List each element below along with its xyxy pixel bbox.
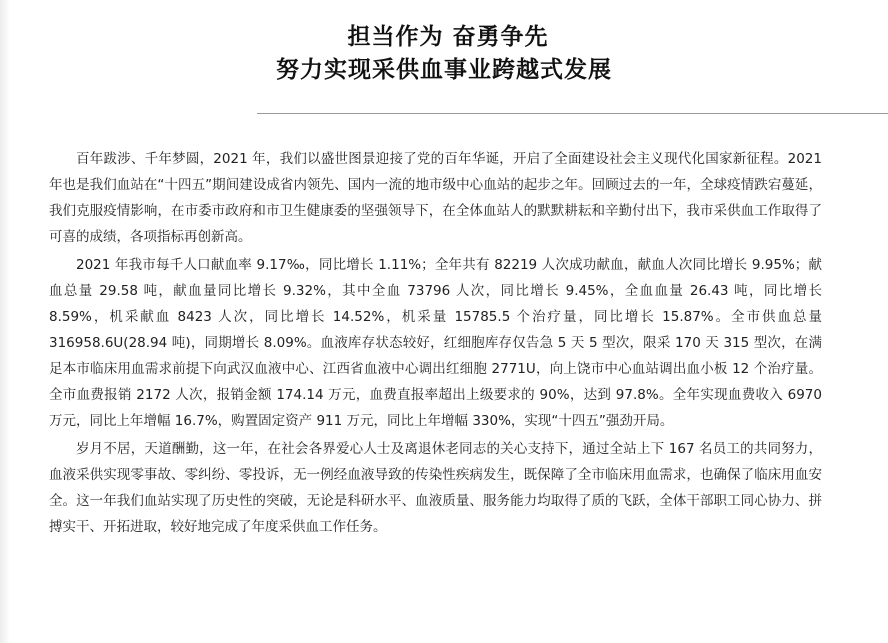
paragraph-1: 百年跋涉、千年梦圆，2021 年，我们以盛世图景迎接了党的百年华诞，开启了全面建设社会主义现代化国家新征程。2021 年也是我们血站在“十四五”期间建设成省内领先、国内一流的地市级中心血站的起步之年。回顾过去的一年，全球疫情跌宕蔓延，我们克服疫情影响，在市委市政府和市卫生健康委的坚强领导下，在全体血站人的默默耕耘和辛勤付出下，我市采供血工作取得了可喜的成绩，各项指标再创新高。 [49, 151, 822, 245]
title-divider [257, 113, 888, 114]
article-body [49, 146, 822, 542]
paragraph-3: 岁月不居，天道酬勤，这一年，在社会各界爱心人士及离退休老同志的关心支持下，通过全站上下 167 名员工的共同努力，血液采供实现零事故、零纠纷、零投诉，无一例经血液导致的传染性疾病发生，既保障了全市临床用血需求，也确保了临床用血安全。这一年我们血站实现了历史性的突破，无论是科研水平、血液质量、服务能力均取得了质的飞跃，全体干部职工同心协力、拼搏实干、开拓进取，较好地完成了年度采供血工作任务。 [49, 441, 822, 535]
title-line-1: 担当作为 奋勇争先 [347, 23, 549, 50]
page-edge-shade [0, 0, 10, 643]
paragraph-2: 2021 年我市每千人口献血率 9.17‰，同比增长 1.11%；全年共有 82219 人次成功献血，献血人次同比增长 9.95%；献血总量 29.58 吨，献血量同比增长 9.32%，其中全血 73796 人次，同比增长 9.45%，全血血量 26.43 吨，同比增长 8.59%，机采献血 8423 人次，同比增长 14.52%，机采量 15785.5 个治疗量，同比增长 15.87%。全市供血总量 316958.6U(28.94 吨)，同期增长 8.09%。血液库存状态较好，红细胞库存仅告急 5 天 5 型次，限采 170 天 315 型次，在满足本市临床用血需求前提下向武汉血液中心、江西省血液中心调出红细胞 2771U，向上饶市中心血站调出血小板 12 个治疗量。全市血费报销 2172 人次，报销金额 174.14 万元，血费直报率超出上级要求的 90%，达到 97.8%。全年实现血费收入 6970 万元，同比上年增幅 16.7%，购置固定资产 911 万元，同比上年增幅 330%，实现“十四五”强劲开局。 [49, 257, 822, 429]
title-line-2: 努力实现采供血事业跨越式发展 [276, 56, 612, 83]
article-title [0, 20, 888, 86]
